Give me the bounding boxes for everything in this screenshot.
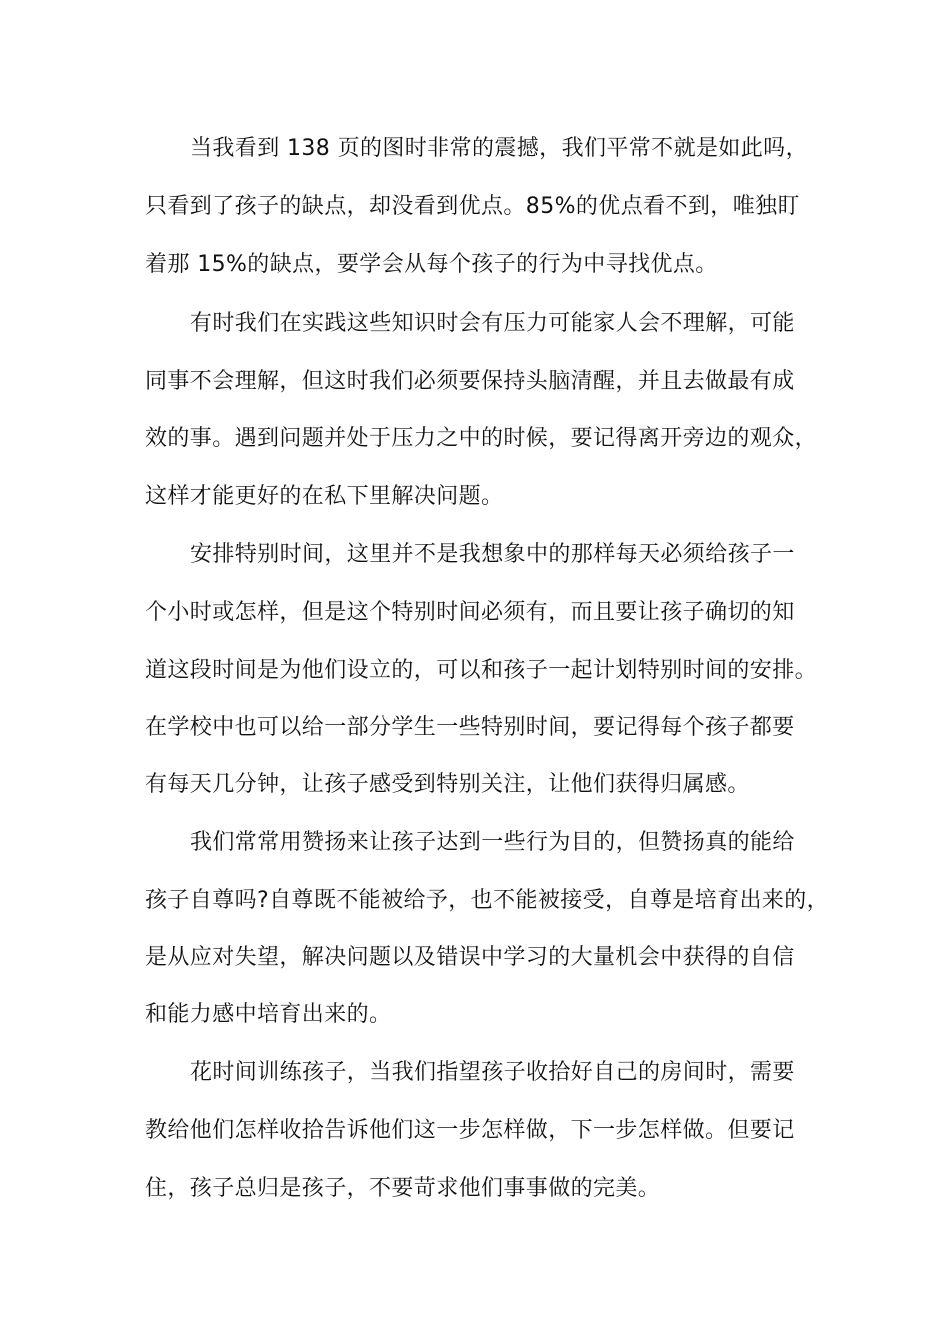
text-line: 有每天几分钟，让孩子感受到特别关注，让他们获得归属感。: [145, 772, 750, 797]
text-line: 当我看到 138 页的图时非常的震撼，我们平常不就是如此吗，: [190, 136, 808, 161]
text-line: 住，孩子总归是孩子，不要苛求他们事事做的完美。: [145, 1176, 661, 1201]
text-line: 孩子自尊吗?自尊既不能被给予，也不能被接受，自尊是培育出来的，: [145, 888, 830, 913]
text-line: 这样才能更好的在私下里解决问题。: [145, 484, 504, 509]
text-line: 同事不会理解，但这时我们必须要保持头脑清醒，并且去做最有成: [145, 369, 795, 394]
text-line: 有时我们在实践这些知识时会有压力可能家人会不理解，可能: [190, 311, 795, 336]
text-line: 道这段时间是为他们设立的，可以和孩子一起计划特别时间的安排。: [145, 658, 818, 683]
text-line: 是从应对失望，解决问题以及错误中学习的大量机会中获得的自信: [145, 945, 795, 970]
text-line: 我们常常用赞扬来让孩子达到一些行为目的，但赞扬真的能给: [190, 830, 795, 855]
text-line: 只看到了孩子的缺点，却没看到优点。85%的优点看不到，唯独盯: [145, 194, 800, 219]
text-line: 教给他们怎样收拾告诉他们这一步怎样做，下一步怎样做。但要记: [145, 1118, 795, 1143]
text-line: 个小时或怎样，但是这个特别时间必须有，而且要让孩子确切的知: [145, 600, 795, 625]
text-line: 着那 15%的缺点，要学会从每个孩子的行为中寻找优点。: [145, 252, 718, 277]
text-line: 在学校中也可以给一部分学生一些特别时间，要记得每个孩子都要: [145, 715, 795, 740]
text-line: 效的事。遇到问题并处于压力之中的时候，要记得离开旁边的观众，: [145, 426, 818, 451]
text-line: 安排特别时间，这里并不是我想象中的那样每天必须给孩子一: [190, 542, 795, 567]
text-line: 花时间训练孩子，当我们指望孩子收拾好自己的房间时，需要: [190, 1060, 795, 1085]
text-line: 和能力感中培育出来的。: [145, 1002, 392, 1027]
